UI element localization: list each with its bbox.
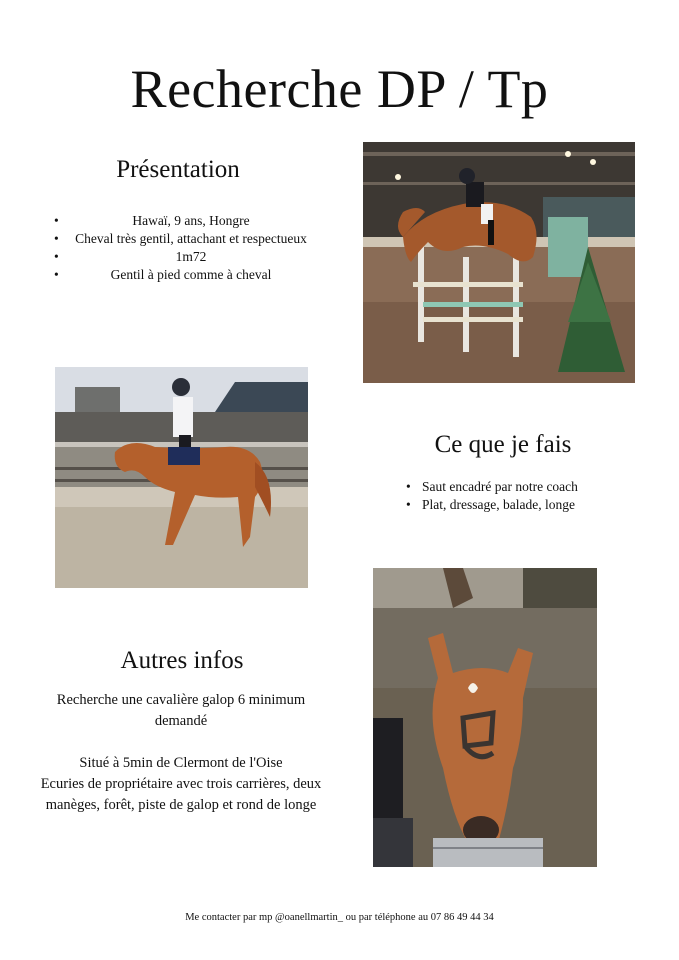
- activities-heading: Ce que je fais: [434, 431, 572, 458]
- list-item: • Hawaï, 9 ans, Hongre: [60, 212, 322, 230]
- list-item: • 1m72: [60, 248, 322, 266]
- horse-jumping-photo: [363, 142, 635, 383]
- horse-portrait-photo: [373, 568, 597, 867]
- activities-list: [408, 478, 608, 514]
- horse-riding-photo: [55, 367, 308, 588]
- other-info-heading: Autres infos: [120, 647, 244, 674]
- list-item: • Plat, dressage, balade, longe: [408, 496, 608, 514]
- list-item: • Gentil à pied comme à cheval: [60, 266, 322, 284]
- contact-footer: Me contacter par mp @oanellmartin_ ou par téléphone au 07 86 49 44 34: [185, 912, 494, 923]
- presentation-list: [60, 212, 322, 284]
- presentation-heading: Présentation: [116, 156, 240, 183]
- list-item: • Saut encadré par notre coach: [408, 478, 608, 496]
- page-title: Recherche DP / Tp: [130, 59, 549, 119]
- list-item: • Cheval très gentil, attachant et respectueux: [60, 230, 322, 248]
- other-info-text: Recherche une cavalière galop 6 minimum demandé Situé à 5min de Clermont de l'Oise Ecuries de propriétaire avec trois carrières, deux manèges, forêt, piste de galop et rond de longe: [40, 692, 322, 813]
